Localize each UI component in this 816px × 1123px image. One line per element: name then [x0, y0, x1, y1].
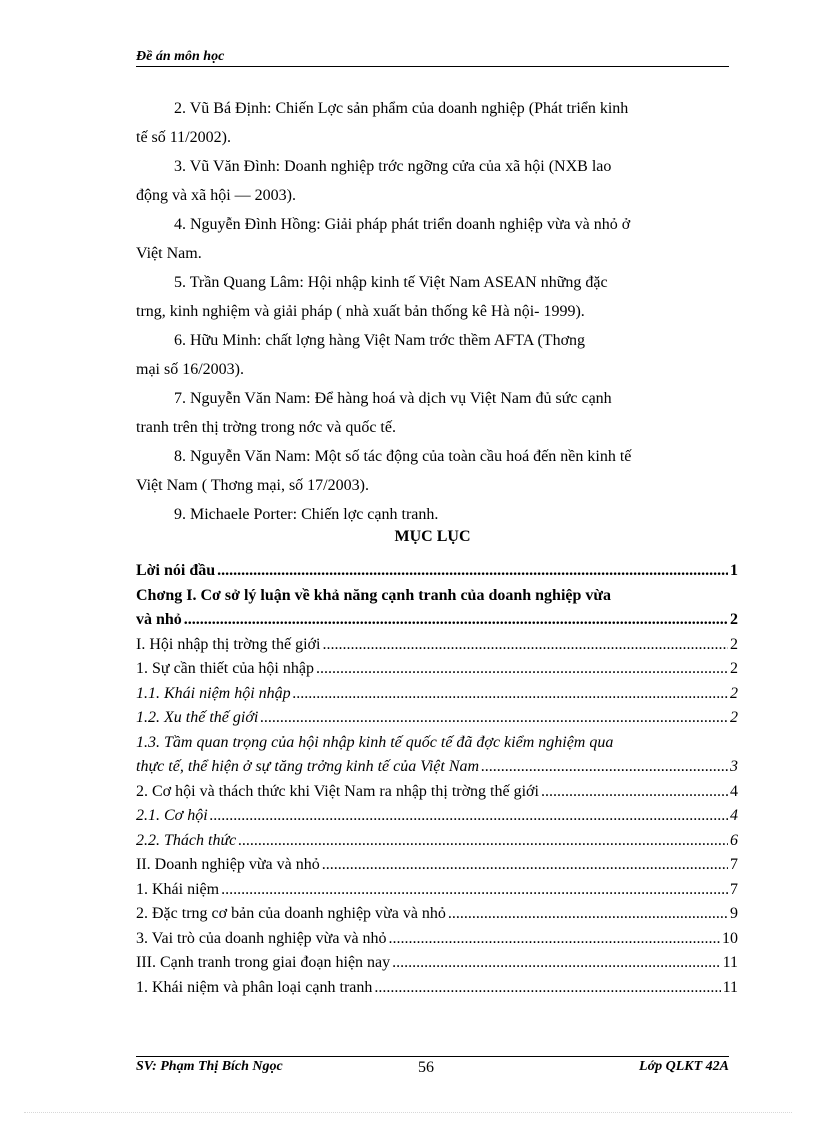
toc-entry-line[interactable]: 1.3. Tầm quan trọng của hội nhập kinh tế quốc tế đã đợc kiểm nghiệm qua: [136, 733, 614, 751]
leader-dots: [481, 758, 728, 776]
reference-item: 2. Vũ Bá Định: Chiến Lợc sản phẩm của doanh nghiệp (Phát triển kinh tế số 11/2002).: [136, 100, 629, 146]
toc-page: 9: [730, 905, 738, 922]
toc-page: 2: [730, 684, 738, 702]
reference-item: 6. Hữu Minh: chất lợng hàng Việt Nam trớc thềm AFTA (Thơng mại số 16/2003).: [136, 332, 586, 378]
toc-entry[interactable]: III. Cạnh tranh trong giai đoạn hiện nay ..... 11: [136, 954, 738, 979]
toc-entry[interactable]: 2. Cơ hội và thách thức khi Việt Nam ra nhập thị trờng thế giới ..... 4: [136, 783, 738, 808]
toc-entry[interactable]: thực tế, thể hiện ở sự tăng trởng kinh tế của Việt Nam ..... 3: [136, 758, 738, 783]
toc-page: 7: [730, 856, 738, 873]
footer-class: Lớp QLKT 42A: [639, 1059, 729, 1074]
toc-entry[interactable]: II. Doanh nghiệp vừa và nhỏ ..... 7: [136, 856, 738, 881]
toc-entry[interactable]: Lời nói đầu ..... 1: [136, 562, 738, 587]
leader-dots: [221, 881, 728, 899]
toc-page: 2: [730, 709, 738, 726]
page-header: [136, 46, 729, 67]
toc-entry[interactable]: 1. Khái niệm ..... 7: [136, 881, 738, 906]
leader-dots: [392, 954, 720, 972]
toc-entry[interactable]: và nhỏ ..... 2: [136, 611, 738, 636]
leader-dots: [322, 636, 728, 654]
leader-dots: [238, 832, 728, 850]
toc-page: 2: [730, 635, 738, 653]
page-footer: [136, 1056, 729, 1077]
toc-entry[interactable]: 1.1. Khái niệm hội nhập ..... 2: [136, 685, 738, 710]
reference-item: 9. Michaele Porter: Chiến lợc cạnh tranh.: [174, 506, 439, 523]
toc-page: 2: [730, 660, 738, 677]
toc-page: 11: [722, 978, 738, 996]
leader-dots: [316, 660, 728, 678]
toc-entry[interactable]: 2.1. Cơ hội ..... 4: [136, 807, 738, 832]
leader-dots: [260, 709, 728, 727]
page-edge-divider: [24, 1112, 792, 1113]
reference-list: [136, 94, 729, 529]
toc-page: 2: [730, 611, 738, 628]
reference-item: 7. Nguyễn Văn Nam: Để hàng hoá và dịch vụ Việt Nam đủ sức cạnh tranh trên thị trờng trong nớc và quốc tế.: [136, 390, 612, 436]
leader-dots: [448, 905, 728, 923]
leader-dots: [389, 930, 720, 948]
toc-entry[interactable]: 2.2. Thách thức ..... 6: [136, 832, 738, 857]
leader-dots: [217, 562, 728, 580]
toc-page: 7: [730, 880, 738, 898]
leader-dots: [541, 783, 728, 801]
toc-entry[interactable]: 1. Sự cần thiết của hội nhập ..... 2: [136, 660, 738, 685]
leader-dots: [322, 856, 728, 874]
table-of-contents: [136, 562, 738, 1003]
leader-dots: [210, 807, 728, 825]
footer-author: SV: Phạm Thị Bích Ngọc: [136, 1059, 283, 1074]
toc-entry[interactable]: 1. Khái niệm và phân loại cạnh tranh ..... 11: [136, 979, 738, 1004]
toc-entry[interactable]: I. Hội nhập thị trờng thế giới ..... 2: [136, 636, 738, 661]
leader-dots: [374, 979, 720, 997]
toc-entry[interactable]: 3. Vai trò của doanh nghiệp vừa và nhỏ ..... 10: [136, 930, 738, 955]
toc-page: 6: [730, 831, 738, 849]
reference-item: 8. Nguyễn Văn Nam: Một số tác động của toàn cầu hoá đến nền kinh tế Việt Nam ( Thơng mại, số 17/2003).: [136, 448, 632, 494]
toc-entry[interactable]: 1.2. Xu thế thế giới ..... 2: [136, 709, 738, 734]
toc-page: 4: [730, 782, 738, 800]
toc-page: 3: [730, 758, 738, 775]
reference-item: 3. Vũ Văn Đình: Doanh nghiệp trớc ngỡng cửa của xã hội (NXB lao động và xã hội — 2003).: [136, 158, 612, 204]
header-title: Đề án môn học: [136, 49, 225, 64]
toc-entry[interactable]: 2. Đặc trng cơ bản của doanh nghiệp vừa và nhỏ ..... 9: [136, 905, 738, 930]
toc-heading: MỤC LỤC: [394, 528, 471, 545]
reference-item: 5. Trần Quang Lâm: Hội nhập kinh tế Việt Nam ASEAN những đặc trng, kinh nghiệm và giải pháp ( nhà xuất bản thống kê Hà nội- 1999).: [136, 274, 608, 320]
leader-dots: [184, 611, 728, 629]
toc-entry-line[interactable]: Chơng I. Cơ sở lý luận về khả năng cạnh tranh của doanh nghiệp vừa: [136, 586, 611, 604]
leader-dots: [293, 685, 728, 703]
toc-page: 4: [730, 807, 738, 824]
toc-page: 11: [722, 954, 738, 971]
toc-page: 1: [730, 562, 738, 579]
toc-page: 10: [722, 929, 738, 947]
page-number: 56: [418, 1059, 434, 1076]
reference-item: 4. Nguyễn Đình Hồng: Giải pháp phát triển doanh nghiệp vừa và nhỏ ở Việt Nam.: [136, 216, 631, 262]
